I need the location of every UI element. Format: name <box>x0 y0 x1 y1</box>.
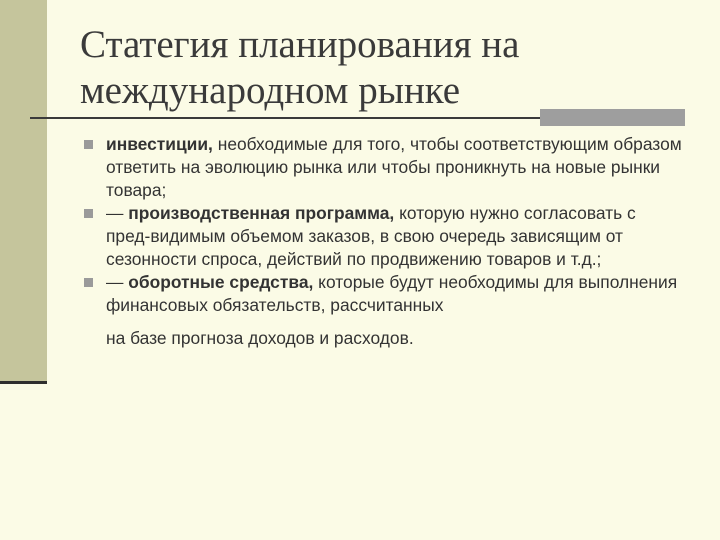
slide-title: Статегия планирования на международном рынке <box>80 23 520 112</box>
item-dash: — <box>106 203 129 223</box>
square-bullet-icon <box>84 140 93 149</box>
list-item <box>82 271 682 350</box>
item-text: которую нужно согласовать с пред-видимым объемом заказов, в свою очередь зависящим от сезонности спроса, действий по продвижению товаров и т.д.; <box>106 203 636 269</box>
side-bar-underline <box>0 381 47 384</box>
list-item <box>82 133 682 202</box>
title-divider <box>30 117 540 119</box>
item-term: инвестиции, <box>106 134 213 154</box>
title-accent-block <box>540 109 685 126</box>
item-term: производственная программа, <box>128 203 395 223</box>
item-text: необходимые для того, чтобы соответствующим образом ответить на эволюцию рынка или чтобы проникнуть на новые рынки товара; <box>106 134 682 200</box>
item-dash: — <box>106 272 129 292</box>
square-bullet-icon <box>84 209 93 218</box>
list-item <box>82 202 682 271</box>
item-text: которые будут необходимы для выполнения финансовых обязательств, рассчитанных <box>106 272 678 315</box>
square-bullet-icon <box>84 278 93 287</box>
decorative-side-bar <box>0 0 47 381</box>
item-text-end: на базе прогноза доходов и расходов. <box>106 328 414 348</box>
item-term: оборотные средства, <box>128 272 314 292</box>
bullet-list <box>82 133 682 350</box>
